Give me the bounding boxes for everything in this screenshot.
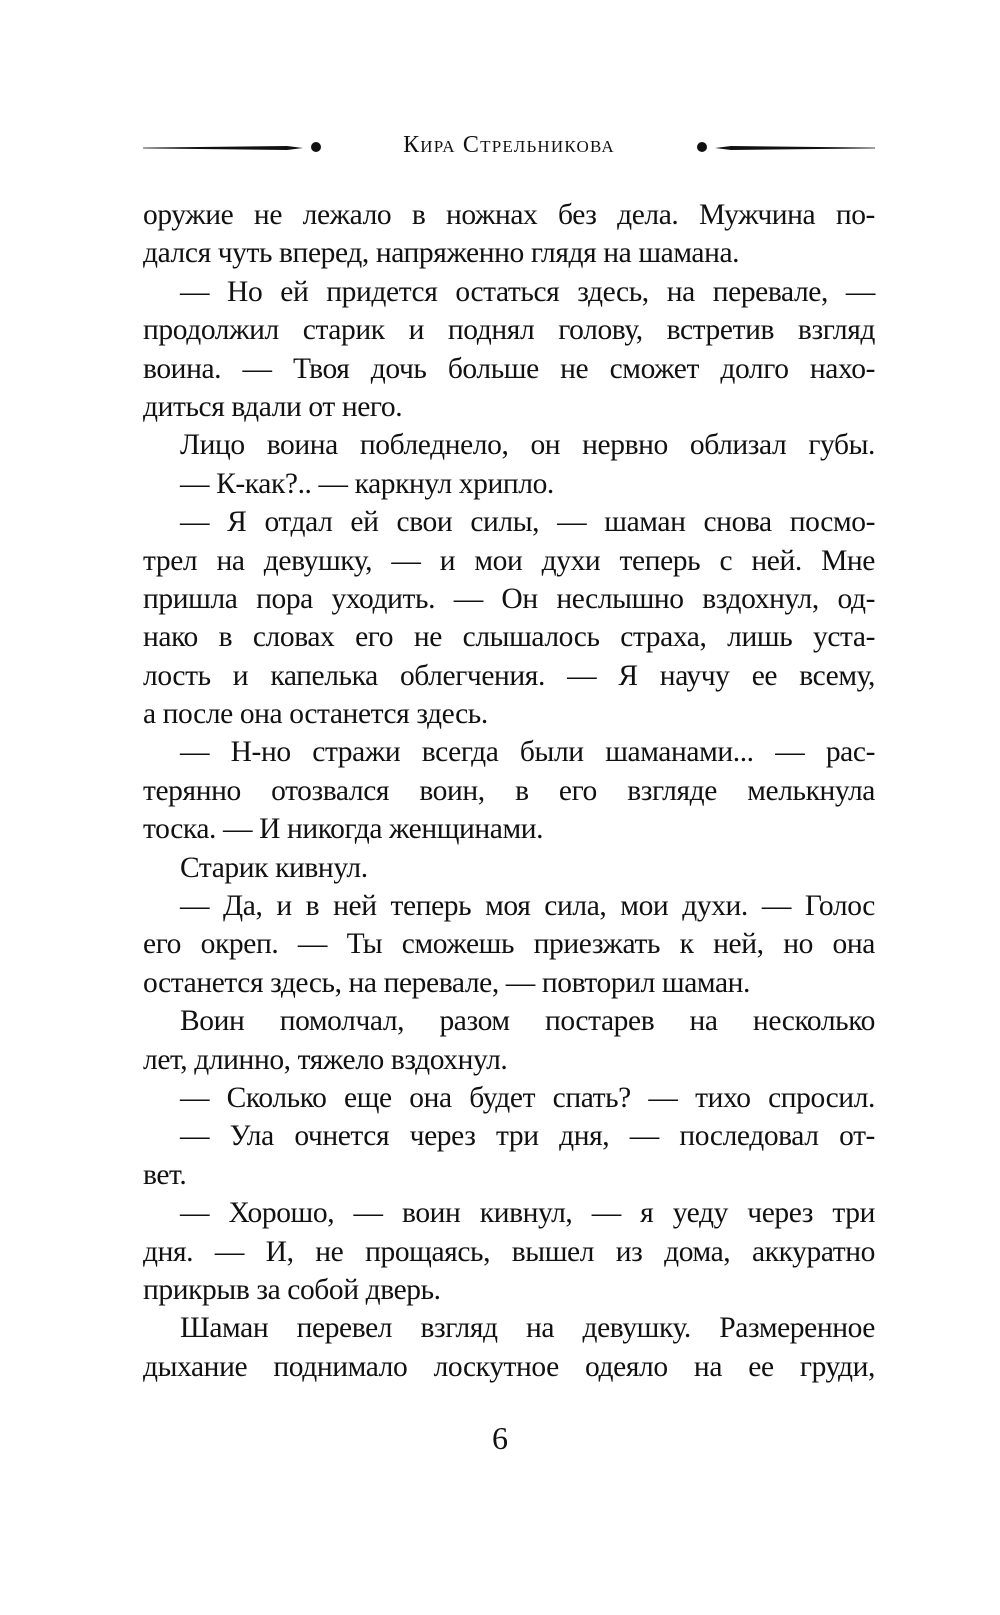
text-line: — Я отдал ей свои силы, — шаман снова посмо- <box>180 506 875 539</box>
text-line: оружие не лежало в ножнах без дела. Мужчина по- <box>143 199 875 231</box>
text-line: лет, длинно, тяжело вздохнул. <box>143 1043 508 1076</box>
page-number: 6 <box>492 1420 508 1456</box>
text-line: Шаман перевел взгляд на девушку. Размеренное <box>180 1312 875 1345</box>
text-line: — Хорошо, — воин кивнул, — я уеду через три <box>180 1197 875 1230</box>
text-line: Воин помолчал, разом постарев на несколько <box>180 1005 875 1038</box>
text-line: — Да, и в ней теперь моя сила, мои духи. — Голос <box>180 890 875 923</box>
text-line: — Ула очнется через три дня, — последовал от- <box>180 1120 875 1153</box>
text-line: его окреп. — Ты сможешь приезжать к ней, но она <box>143 928 875 961</box>
running-head <box>143 128 875 168</box>
text-line: тоска. — И никогда женщинами. <box>143 813 544 846</box>
text-line: нако в словах его не слышалось страха, лишь уста- <box>143 621 875 654</box>
text-line: пришла пора уходить. — Он неслышно вздохнул, од- <box>143 582 875 615</box>
text-line: — Н-но стражи всегда были шаманами... — рас- <box>180 736 875 769</box>
text-line: Лицо воина побледнело, он нервно облизал губы. <box>180 429 875 462</box>
text-line: дыхание поднимало лоскутное одеяло на ее груди, <box>143 1350 875 1383</box>
text-line: останется здесь, на перевале, — повторил шаман. <box>143 966 751 999</box>
text-line: — Но ей придется остаться здесь, на перевале, — <box>180 275 875 308</box>
text-line: а после она останется здесь. <box>143 698 488 731</box>
text-line: прикрыв за собой дверь. <box>143 1273 441 1306</box>
author-name: Кира Стрельникова <box>403 132 615 158</box>
body-text <box>143 196 875 1386</box>
text-line: — К-как?.. — каркнул хрипло. <box>180 467 554 500</box>
text-line: диться вдали от него. <box>143 390 403 423</box>
text-line: воина. — Твоя дочь больше не сможет долго нахо- <box>143 352 875 385</box>
text-line: дался чуть вперед, напряженно глядя на шамана. <box>143 237 740 270</box>
text-line: продолжил старик и поднял голову, встретив взгляд <box>143 314 875 347</box>
text-line: лость и капелька облегчения. — Я научу ее всему, <box>143 659 875 692</box>
ornament-dot-right <box>697 142 707 152</box>
text-line: трел на девушку, — и мои духи теперь с ней. Мне <box>143 544 875 577</box>
text-line: дня. — И, не прощаясь, вышел из дома, аккуратно <box>143 1235 875 1268</box>
text-line: вет. <box>143 1158 187 1191</box>
text-line: — Сколько еще она будет спать? — тихо спросил. <box>180 1081 875 1114</box>
text-line: терянно отозвался воин, в его взгляде мелькнула <box>143 774 875 807</box>
text-line: Старик кивнул. <box>180 851 368 884</box>
